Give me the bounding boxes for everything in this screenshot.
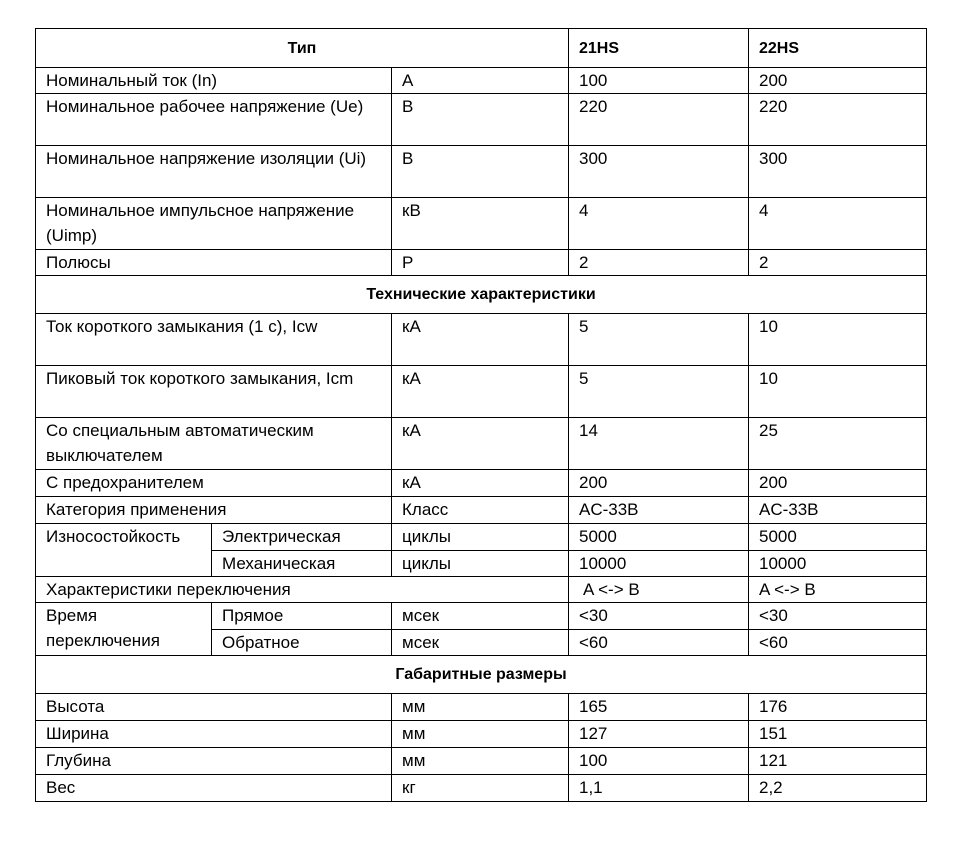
wear-label-cell: Износостойкость	[36, 524, 212, 577]
unit-cell: кА	[392, 418, 569, 470]
value-a-cell: <60	[569, 630, 749, 656]
value-b-cell: 2,2	[749, 775, 927, 802]
value-b-cell: 2	[749, 250, 927, 276]
unit-cell: мм	[392, 694, 569, 721]
value-b-cell: 300	[749, 146, 927, 198]
value-b-cell: 5000	[749, 524, 927, 551]
unit-cell: кВ	[392, 198, 569, 250]
value-a-cell: 300	[569, 146, 749, 198]
param-cell: Номинальное импульсное напряжение (Uimp)	[36, 198, 392, 250]
value-a-cell: 2	[569, 250, 749, 276]
sub-param-cell: Механическая	[212, 551, 392, 577]
value-a-cell: 100	[569, 748, 749, 775]
table-row	[36, 146, 927, 198]
unit-cell: мсек	[392, 630, 569, 656]
unit-cell: мсек	[392, 603, 569, 630]
unit-cell: Класс	[392, 497, 569, 524]
value-b-cell: 121	[749, 748, 927, 775]
unit-cell: кА	[392, 470, 569, 497]
value-a-cell: <30	[569, 603, 749, 630]
value-b-cell: 25	[749, 418, 927, 470]
unit-cell: мм	[392, 721, 569, 748]
table-row	[36, 68, 927, 94]
param-cell: Полюсы	[36, 250, 392, 276]
value-a-cell: 127	[569, 721, 749, 748]
table-row	[36, 94, 927, 146]
table-row	[36, 577, 927, 603]
unit-cell: кг	[392, 775, 569, 802]
spec-table	[35, 28, 927, 802]
value-b-cell: 10	[749, 366, 927, 418]
value-b-cell: 176	[749, 694, 927, 721]
model-b-header: 22HS	[749, 29, 927, 68]
table-row	[36, 748, 927, 775]
param-cell: Номинальное напряжение изоляции (Ui)	[36, 146, 392, 198]
table-row	[36, 694, 927, 721]
table-row	[36, 366, 927, 418]
table-row	[36, 314, 927, 366]
value-a-cell: 200	[569, 470, 749, 497]
value-a-cell: 1,1	[569, 775, 749, 802]
value-b-cell: <30	[749, 603, 927, 630]
sub-param-cell: Прямое	[212, 603, 392, 630]
unit-cell: В	[392, 146, 569, 198]
unit-cell: A	[392, 68, 569, 94]
table-row	[36, 418, 927, 470]
value-b-cell: 220	[749, 94, 927, 146]
switch-time-label-cell: Время переключения	[36, 603, 212, 656]
value-a-cell: 5000	[569, 524, 749, 551]
param-cell: С предохранителем	[36, 470, 392, 497]
table-row	[36, 470, 927, 497]
tech-section-title: Технические характеристики	[36, 276, 927, 314]
model-a-header: 21HS	[569, 29, 749, 68]
dims-section-title: Габаритные размеры	[36, 656, 927, 694]
param-cell: Характеристики переключения	[36, 577, 569, 603]
section-header-row	[36, 276, 927, 314]
param-cell: Со специальным автоматическим выключателем	[36, 418, 392, 470]
table-row	[36, 524, 927, 551]
param-cell: Категория применения	[36, 497, 392, 524]
table-header-row	[36, 29, 927, 68]
unit-cell: циклы	[392, 551, 569, 577]
value-b-cell: A <-> B	[749, 577, 927, 603]
value-a-cell: 165	[569, 694, 749, 721]
unit-cell: циклы	[392, 524, 569, 551]
value-a-cell: A <-> B	[569, 577, 749, 603]
table-row	[36, 497, 927, 524]
value-a-cell: 100	[569, 68, 749, 94]
value-b-cell: 4	[749, 198, 927, 250]
sub-param-cell: Электрическая	[212, 524, 392, 551]
value-b-cell: 151	[749, 721, 927, 748]
value-b-cell: AC-33B	[749, 497, 927, 524]
unit-cell: кА	[392, 314, 569, 366]
param-cell: Номинальное рабочее напряжение (Ue)	[36, 94, 392, 146]
unit-cell: В	[392, 94, 569, 146]
value-a-cell: 10000	[569, 551, 749, 577]
param-cell: Номинальный ток (In)	[36, 68, 392, 94]
param-cell: Пиковый ток короткого замыкания, Icm	[36, 366, 392, 418]
value-b-cell: <60	[749, 630, 927, 656]
value-a-cell: 4	[569, 198, 749, 250]
table-row	[36, 721, 927, 748]
value-b-cell: 10	[749, 314, 927, 366]
value-a-cell: AC-33B	[569, 497, 749, 524]
param-cell: Вес	[36, 775, 392, 802]
unit-cell: мм	[392, 748, 569, 775]
value-b-cell: 200	[749, 470, 927, 497]
param-cell: Ток короткого замыкания (1 с), Icw	[36, 314, 392, 366]
value-a-cell: 220	[569, 94, 749, 146]
sub-param-cell: Обратное	[212, 630, 392, 656]
value-a-cell: 14	[569, 418, 749, 470]
value-b-cell: 200	[749, 68, 927, 94]
table-row	[36, 250, 927, 276]
unit-cell: P	[392, 250, 569, 276]
section-header-row	[36, 656, 927, 694]
unit-cell: кА	[392, 366, 569, 418]
param-cell: Ширина	[36, 721, 392, 748]
value-b-cell: 10000	[749, 551, 927, 577]
value-a-cell: 5	[569, 366, 749, 418]
param-cell: Высота	[36, 694, 392, 721]
type-header: Тип	[36, 29, 569, 68]
table-row	[36, 775, 927, 802]
param-cell: Глубина	[36, 748, 392, 775]
value-a-cell: 5	[569, 314, 749, 366]
table-row	[36, 603, 927, 630]
table-row	[36, 198, 927, 250]
